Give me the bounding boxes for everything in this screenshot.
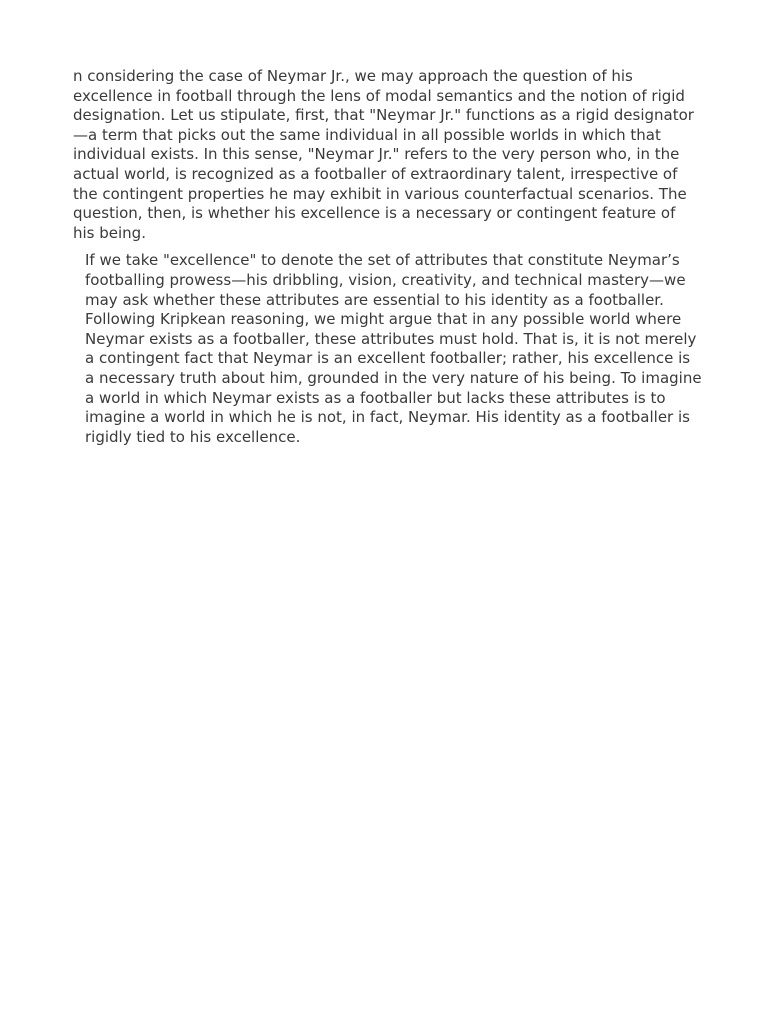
paragraph-rigid-designation: n considering the case of Neymar Jr., we may approach the question of his excellence in football through the lens of modal semantics and the notion of rigid designation. Let us stipulate, first, that "Neymar Jr." functions as a rigid designator—a term that picks out the same individual in all possible worlds in which that individual exists. In this sense, "Neymar Jr." refers to the very person who, in the actual world, is recognized as a footballer of extraordinary talent, irrespective of the contingent properties he may exhibit in various counterfactual scenarios. The question, then, is whether his excellence is a necessary or contingent feature of his being. [73,67,694,242]
paragraph-excellence-attributes: If we take "excellence" to denote the set of attributes that constitute Neymar’s footballing prowess—his dribbling, vision, creativity, and technical mastery—we may ask whether these attributes are essential to his identity as a footballer. Following Kripkean reasoning, we might argue that in any possible world where Neymar exists as a footballer, these attributes must hold. That is, it is not merely a contingent fact that Neymar is an excellent footballer; rather, his excellence is a necessary truth about him, grounded in the very nature of his being. To imagine a world in which Neymar exists as a footballer but lacks these attributes is to imagine a world in which he is not, in fact, Neymar. His identity as a footballer is rigidly tied to his excellence. [85,251,702,446]
